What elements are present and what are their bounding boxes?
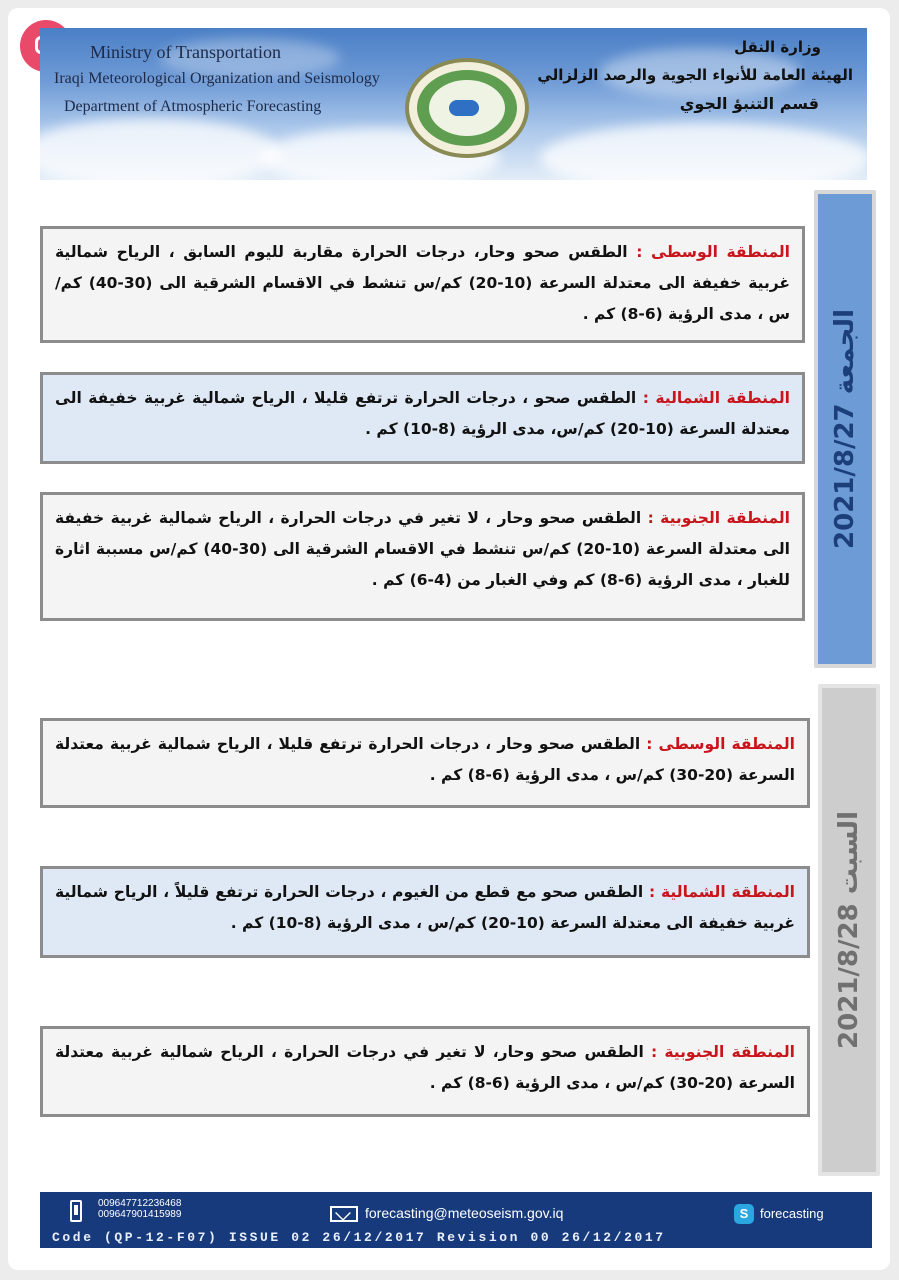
region-forecast-text: الطقس صحو ، درجات الحرارة ترتفع قليلا ، الرياح شمالية غربية خفيفة الى معتدلة السرعة (10-20) كم/س، مدى الرؤية (8-10) كم . xyxy=(55,389,790,438)
region-forecast-text: الطقس صحو وحار ، درجات الحرارة ترتفع قليلا ، الرياح شمالية غربية معتدلة السرعة (20-30) كم/س ، مدى الرؤية (6-8) كم . xyxy=(55,735,795,784)
organization-name-ar: الهيئة العامة للأنواء الجوية والرصد الزلزالي xyxy=(537,66,853,84)
region-forecast-text: الطقس صحو وحار ، لا تغير في درجات الحرارة ، الرياح شمالية غربية خفيفة الى معتدلة السرعة (10-20) كم/س تنشط في الاقسام الشرقية الى (30-40) كم/س مسببة اثارة للغبار ، مدى الرؤية (6-8) كم وفي الغبار من (4-6) كم . xyxy=(55,509,790,589)
phone-icon xyxy=(70,1200,82,1222)
date-strip-day2 xyxy=(818,684,880,1176)
organization-name-en: Iraqi Meteorological Organization and Seismology xyxy=(54,70,380,87)
region-forecast-central-day2 xyxy=(40,718,810,808)
date-label: الجمعة 2021/8/27 xyxy=(830,309,860,549)
contact-footer xyxy=(40,1192,872,1248)
region-forecast-text: الطقس صحو وحار، درجات الحرارة مقاربة لليوم السابق ، الرياح شمالية غربية خفيفة الى معتدلة السرعة (10-20) كم/س تنشط في الاقسام الشرقية الى (30-40) كم/س ، مدى الرؤية (6-8) كم . xyxy=(55,243,791,323)
region-forecast-text: الطقس صحو مع قطع من الغيوم ، درجات الحرارة ترتفع قليلاً ، الرياح شمالية غربية خفيفة الى معتدلة السرعة (10-20) كم/س ، مدى الرؤية (8-10) كم . xyxy=(55,883,795,932)
region-name: المنطقة الجنوبية : xyxy=(647,509,790,527)
region-forecast-north-day1 xyxy=(40,372,805,464)
region-forecast-south-day1 xyxy=(40,492,805,621)
envelope-icon xyxy=(330,1206,358,1222)
region-forecast-north-day2 xyxy=(40,866,810,958)
skype-handle[interactable]: forecasting xyxy=(760,1206,824,1221)
organization-seal-icon xyxy=(405,58,529,158)
phone-numbers xyxy=(98,1198,181,1220)
phone-number: 009647901415989 xyxy=(98,1209,182,1220)
region-forecast-south-day2 xyxy=(40,1026,810,1117)
region-name: المنطقة الشمالية : xyxy=(642,389,790,407)
region-name: المنطقة الوسطى : xyxy=(636,243,790,261)
date-label: السبت 2021/8/28 xyxy=(834,811,864,1049)
document-code: Code (QP-12-F07) ISSUE 02 26/12/2017 Revision 00 26/12/2017 xyxy=(52,1230,666,1245)
region-forecast-text: الطقس صحو وحار، لا تغير في درجات الحرارة ، الرياح شمالية غربية معتدلة السرعة (20-30) كم/س ، مدى الرؤية (6-8) كم . xyxy=(55,1043,795,1092)
region-forecast-central-day1 xyxy=(40,226,805,343)
ministry-name-en: Ministry of Transportation xyxy=(90,42,282,62)
skype-icon: S xyxy=(734,1204,754,1224)
date-strip-day1 xyxy=(814,190,876,668)
ministry-name-ar: وزارة النقل xyxy=(734,38,821,56)
email-link[interactable]: forecasting@meteoseism.gov.iq xyxy=(365,1205,564,1221)
department-name-en: Department of Atmospheric Forecasting xyxy=(64,98,322,115)
region-name: المنطقة الشمالية : xyxy=(649,883,795,901)
region-name: المنطقة الوسطى : xyxy=(646,735,795,753)
header-banner xyxy=(40,28,867,180)
region-name: المنطقة الجنوبية : xyxy=(650,1043,795,1061)
department-name-ar: قسم التنبؤ الجوي xyxy=(679,94,819,113)
phone-number: 009647712236468 xyxy=(98,1198,182,1209)
